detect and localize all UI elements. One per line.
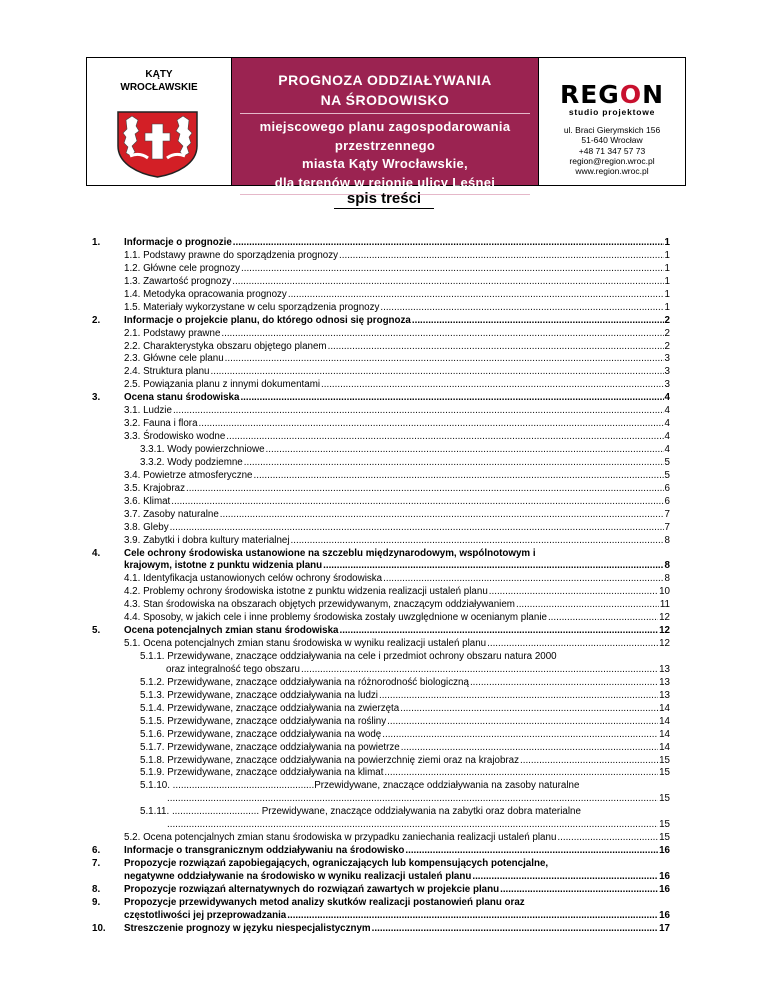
toc-page-number: 6 (664, 482, 670, 494)
toc-page-number: 15 (659, 793, 670, 805)
toc-entry[interactable] (92, 483, 670, 496)
toc-leader-dots (557, 832, 658, 845)
toc-leader-dots (287, 910, 658, 923)
toc-entry-title: 5.1.10. ....................................................Przewidywane, znaczące oddziaływania na zasoby naturalne (140, 780, 580, 792)
toc-entry-title: 5.1.1. Przewidywane, znaczące oddziaływania na cele i przedmiot ochrony obszaru natura 2000 (140, 651, 557, 662)
toc-entry[interactable] (92, 444, 670, 457)
toc-entry-title: 4.2. Problemy ochrony środowiska istotne z punktu widzenia realizacji ustaleń planu (124, 586, 488, 598)
toc-page-number: 4 (664, 392, 670, 404)
toc-entry[interactable] (92, 509, 670, 522)
toc-page-number: 1 (664, 237, 670, 248)
toc-leader-dots (384, 767, 658, 780)
toc-entry[interactable] (92, 651, 670, 664)
toc-entry-title: 3.5. Krajobraz (124, 482, 185, 494)
toc-entry[interactable] (92, 767, 670, 780)
toc-entry-title: 5.1.5. Przewidywane, znaczące oddziaływania na rośliny (140, 715, 387, 727)
subtitle-line: miejscowego planu zagospodarowania (259, 119, 511, 134)
toc-entry[interactable] (92, 431, 670, 444)
toc-leader-dots (254, 470, 664, 483)
toc-entry-number: 9. (92, 896, 101, 908)
toc-entry[interactable] (92, 884, 670, 897)
toc-entry[interactable] (92, 806, 670, 819)
toc-page-number: 4 (664, 431, 670, 443)
toc-page-number: 14 (659, 702, 670, 714)
toc-page-number: 5 (664, 456, 670, 468)
toc-entry-number: 4. (92, 547, 101, 559)
title-line: NA ŚRODOWISKO (320, 92, 450, 108)
toc-leader-dots (171, 496, 663, 509)
toc-leader-dots (372, 923, 658, 936)
toc-leader-dots (232, 276, 663, 289)
toc-entry-title: 2.3. Główne cele planu (124, 353, 224, 365)
toc-page-number: 7 (664, 508, 670, 520)
toc-entry-title: 3.3.2. Wody podziemne (140, 456, 243, 468)
toc-entry-title: 1.2. Główne cele prognozy (124, 262, 240, 274)
toc-entry-number: 1. (92, 237, 101, 248)
toc-leader-dots (301, 664, 658, 677)
toc-entry-title: 2.5. Powiązania planu z innymi dokumentami (124, 379, 321, 391)
toc-entry-number: 3. (92, 392, 101, 404)
toc-entry-title: 5.1.2. Przewidywane, znaczące oddziaływania na różnorodność biologiczną (140, 676, 469, 688)
toc-page-number: 16 (659, 909, 670, 921)
toc-page-number: 3 (664, 379, 670, 391)
toc-entry[interactable] (92, 638, 670, 651)
toc-entry-title: 4.1. Identyfikacja ustanowionych celów ochrony środowiska (124, 573, 383, 585)
toc-leader-dots (382, 729, 658, 742)
toc-entry[interactable] (92, 560, 670, 573)
toc-entry-title: oraz integralność tego obszaru (166, 663, 300, 675)
toc-page-number: 1 (664, 301, 670, 313)
toc-entry[interactable] (92, 729, 670, 742)
toc-entry[interactable] (92, 819, 670, 832)
toc-entry[interactable] (92, 832, 670, 845)
toc-entry-title: 5.1.6. Przewidywane, znaczące oddziaływania na wodę (140, 728, 382, 740)
toc-leader-dots (167, 793, 658, 806)
toc-entry[interactable] (92, 315, 670, 328)
toc-heading-underline (334, 208, 434, 209)
toc-entry-title: Informacje o transgranicznym oddziaływaniu na środowisko (124, 845, 405, 857)
toc-entry[interactable] (92, 897, 670, 910)
toc-leader-dots (383, 573, 663, 586)
toc-entry[interactable] (92, 341, 670, 354)
toc-entry[interactable] (92, 379, 670, 392)
toc-entry[interactable] (92, 263, 670, 276)
toc-entry[interactable] (92, 302, 670, 315)
toc-page-number: 1 (664, 275, 670, 287)
toc-entry-number: 2. (92, 314, 101, 326)
toc-heading: spis treści (346, 190, 422, 207)
toc-leader-dots (379, 690, 658, 703)
toc-entry-title: negatywne oddziaływanie na środowisko w wyniku realizacji ustaleń planu (124, 870, 472, 882)
toc-page-number: 12 (659, 625, 670, 637)
toc-leader-dots (233, 237, 664, 250)
toc-entry-number: 5. (92, 625, 101, 637)
title-block (86, 57, 686, 190)
toc-entry-title: Ocena stanu środowiska (124, 392, 240, 404)
table-of-contents (92, 237, 670, 936)
toc-entry-title: 5.1.8. Przewidywane, znaczące oddziaływania na powierzchnię ziemi oraz na krajobraz (140, 754, 520, 766)
toc-entry[interactable] (92, 858, 670, 871)
toc-page-number: 14 (659, 715, 670, 727)
toc-leader-dots (339, 250, 664, 263)
toc-entry-title: krajowym, istotne z punktu widzenia planu (124, 560, 323, 572)
toc-page-number: 13 (659, 676, 670, 688)
region-logo (539, 80, 685, 109)
toc-entry[interactable] (92, 457, 670, 470)
toc-entry[interactable] (92, 418, 670, 431)
toc-entry[interactable] (92, 405, 670, 418)
website: www.region.wroc.pl (575, 166, 649, 177)
toc-page-number: 15 (659, 819, 670, 831)
toc-page-number: 15 (659, 832, 670, 844)
phone: +48 71 347 57 73 (578, 145, 646, 156)
toc-page-number: 4 (664, 418, 670, 430)
toc-page-number: 8 (664, 573, 670, 585)
toc-leader-dots (186, 483, 664, 496)
toc-entry[interactable] (92, 625, 670, 638)
coat-of-arms-panel (87, 58, 232, 185)
toc-entry-number: 7. (92, 858, 101, 869)
town-name (87, 68, 231, 94)
toc-leader-dots (170, 522, 664, 535)
toc-entry[interactable] (92, 392, 670, 405)
toc-leader-dots (489, 586, 658, 599)
toc-page-number: 16 (659, 883, 670, 895)
toc-page-number: 3 (664, 353, 670, 365)
toc-page-number: 11 (659, 599, 670, 611)
toc-page-number: 2 (664, 327, 670, 339)
toc-entry-title: 1.3. Zawartość prognozy (124, 275, 232, 287)
toc-page-number: 13 (659, 663, 670, 675)
toc-entry-title: Informacje o projekcie planu, do którego odnosi się prognoza (124, 314, 411, 326)
toc-entry-title: 5.1.11. ................................ Przewidywane, znaczące oddziaływania na zabytki oraz dobra materialne (140, 806, 581, 818)
toc-page-number: 12 (659, 638, 670, 650)
email: region@region.wroc.pl (569, 155, 655, 166)
toc-page-number: 1 (664, 262, 670, 274)
coat-of-arms-icon (114, 110, 201, 178)
toc-page-number: 13 (659, 689, 670, 701)
toc-entry-title: 5.1.9. Przewidywane, znaczące oddziaływania na klimat (140, 767, 384, 779)
toc-entry-title: 2.1. Podstawy prawne (124, 327, 221, 339)
toc-entry-title: 3.2. Fauna i flora (124, 418, 198, 430)
toc-leader-dots (470, 677, 658, 690)
toc-page-number: 4 (664, 444, 670, 455)
toc-page-number: 15 (659, 767, 670, 779)
toc-entry-title: 4.4. Sposoby, w jakich cele i inne problemy środowiska zostały uwzględnione w ocenianym planie (124, 612, 547, 624)
toc-entry[interactable] (92, 664, 670, 677)
toc-entry-title: częstotliwości jej przeprowadzania (124, 909, 287, 921)
toc-page-number: 7 (664, 521, 670, 533)
toc-page-number: 12 (659, 612, 670, 624)
toc-entry-title: 3.9. Zabytki i dobra kultury materialnej (124, 534, 290, 546)
toc-entry-title: 5.1.7. Przewidywane, znaczące oddziaływania na powietrze (140, 741, 400, 753)
toc-entry[interactable] (92, 353, 670, 366)
toc-leader-dots (266, 444, 664, 457)
toc-leader-dots (288, 289, 664, 302)
toc-entry-number: 8. (92, 883, 101, 895)
toc-page-number: 14 (659, 741, 670, 753)
toc-entry-title: 3.3.1. Wody powierzchniowe (140, 444, 265, 455)
toc-entry-title: 2.2. Charakterystyka obszaru objętego planem (124, 340, 327, 352)
toc-entry-title: 4.3. Stan środowiska na obszarach objętych przewidywanym, znaczącym oddziaływaniem (124, 599, 515, 611)
toc-entry[interactable] (92, 845, 670, 858)
toc-entry-title: Ocena potencjalnych zmian stanu środowiska (124, 625, 339, 637)
toc-entry-title: 3.8. Gleby (124, 521, 169, 533)
toc-page-number: 3 (664, 366, 670, 378)
document-subtitle (232, 118, 538, 192)
toc-entry[interactable] (92, 677, 670, 690)
divider (240, 113, 530, 114)
toc-page-number: 15 (659, 754, 670, 766)
toc-entry-title: Cele ochrony środowiska ustanowione na szczeblu międzynarodowym, wspólnotowym i (124, 547, 536, 559)
toc-entry-title: Propozycje przewidywanych metod analizy skutków realizacji postanowień planu oraz (124, 896, 525, 908)
toc-leader-dots (291, 535, 664, 548)
toc-entry-title: 3.1. Ludzie (124, 405, 172, 417)
toc-leader-dots (340, 625, 659, 638)
logo-text: N (642, 80, 665, 109)
toc-entry[interactable] (92, 780, 670, 793)
toc-leader-dots (487, 638, 658, 651)
toc-leader-dots (405, 845, 658, 858)
toc-page-number: 8 (664, 534, 670, 546)
logo-subtitle: studio projektowe (568, 107, 656, 117)
toc-page-number: 4 (664, 405, 670, 417)
toc-leader-dots (173, 405, 664, 418)
toc-entry-title: Propozycje rozwiązań zapobiegających, ograniczających lub kompensujących potencjalne, (124, 858, 549, 869)
toc-leader-dots (226, 431, 663, 444)
toc-entry-title: 3.4. Powietrze atmosferyczne (124, 469, 253, 481)
toc-entry-title: 3.7. Zasoby naturalne (124, 508, 219, 520)
toc-entry[interactable] (92, 871, 670, 884)
toc-entry[interactable] (92, 742, 670, 755)
title-line: PROGNOZA ODDZIAŁYWANIA (278, 72, 492, 88)
toc-entry-title: 5.1.3. Przewidywane, znaczące oddziaływania na ludzi (140, 689, 378, 701)
toc-leader-dots (220, 509, 664, 522)
toc-leader-dots (516, 599, 659, 612)
logo-text: REG (559, 80, 620, 109)
toc-entry-title: Propozycje rozwiązań alternatywnych do rozwiązań zawartych w projekcie planu (124, 883, 500, 895)
toc-entry-number: 10. (92, 922, 106, 934)
toc-entry-number: 6. (92, 845, 101, 857)
toc-entry[interactable] (92, 599, 670, 612)
toc-page-number: 2 (664, 340, 670, 352)
toc-page-number: 1 (664, 288, 670, 300)
toc-entry[interactable] (92, 793, 670, 806)
toc-entry[interactable] (92, 703, 670, 716)
toc-leader-dots (500, 884, 658, 897)
subtitle-line: miasta Kąty Wrocławskie, (302, 156, 468, 171)
toc-entry-title: 2.4. Struktura planu (124, 366, 210, 378)
toc-leader-dots (167, 819, 658, 832)
toc-entry[interactable] (92, 496, 670, 509)
toc-entry[interactable] (92, 250, 670, 263)
toc-entry[interactable] (92, 923, 670, 936)
toc-leader-dots (328, 341, 664, 354)
toc-entry-title: 3.3. Środowisko wodne (124, 431, 226, 443)
toc-entry[interactable] (92, 586, 670, 599)
toc-entry[interactable] (92, 276, 670, 289)
toc-leader-dots (323, 560, 663, 573)
toc-entry[interactable] (92, 910, 670, 923)
toc-leader-dots (520, 755, 658, 768)
toc-page-number: 5 (664, 469, 670, 481)
toc-entry-title: 1.4. Metodyka opracowania prognozy (124, 288, 287, 300)
toc-leader-dots (240, 392, 663, 405)
toc-page-number: 16 (659, 870, 670, 882)
toc-entry[interactable] (92, 755, 670, 768)
toc-entry[interactable] (92, 237, 670, 250)
toc-leader-dots (321, 379, 664, 392)
toc-leader-dots (241, 263, 664, 276)
toc-entry-title: 5.1. Ocena potencjalnych zmian stanu środowiska w wyniku realizacji ustaleń planu (124, 638, 487, 650)
subtitle-line: dla terenów w rejonie ulicy Leśnej (274, 174, 496, 190)
toc-leader-dots (400, 703, 658, 716)
toc-entry-title: Streszczenie prognozy w języku niespecjalistycznym (124, 922, 371, 934)
toc-leader-dots (412, 315, 664, 328)
toc-entry[interactable] (92, 716, 670, 729)
toc-page-number: 16 (659, 845, 670, 857)
toc-entry[interactable] (92, 522, 670, 535)
toc-page-number: 2 (664, 314, 670, 326)
toc-page-number: 1 (664, 249, 670, 261)
document-title (232, 70, 538, 110)
toc-page-number: 10 (659, 586, 670, 598)
toc-page-number: 17 (659, 922, 670, 934)
toc-entry[interactable] (92, 690, 670, 703)
address-line: 51-640 Wrocław (581, 135, 643, 146)
toc-page-number: 8 (664, 560, 670, 572)
toc-entry-title: 1.5. Materiały wykorzystane w celu sporządzenia prognozy (124, 301, 380, 313)
toc-entry-title: 5.2. Ocena potencjalnych zmian stanu środowiska w przypadku zaniechania realizacji ustaleń planu (124, 832, 557, 844)
toc-leader-dots (211, 366, 664, 379)
toc-entry[interactable] (92, 612, 670, 625)
town-name-line: KĄTY (145, 69, 173, 80)
logo-text-accent: O (619, 80, 643, 109)
toc-entry[interactable] (92, 535, 670, 548)
toc-entry[interactable] (92, 548, 670, 561)
toc-leader-dots (199, 418, 664, 431)
town-name-line: WROCŁAWSKIE (120, 82, 198, 93)
toc-entry[interactable] (92, 328, 670, 341)
toc-entry-title: 1.1. Podstawy prawne do sporządzenia prognozy (124, 249, 339, 261)
toc-entry-title: Informacje o prognozie (124, 237, 232, 248)
toc-entry-title: 3.6. Klimat (124, 495, 171, 507)
toc-leader-dots (472, 871, 658, 884)
toc-leader-dots (548, 612, 658, 625)
toc-page-number: 14 (659, 728, 670, 740)
toc-entry-title: 5.1.4. Przewidywane, znaczące oddziaływania na zwierzęta (140, 702, 400, 714)
toc-leader-dots (225, 353, 664, 366)
address-line: ul. Braci Gierymskich 156 (563, 125, 661, 135)
company-panel (539, 58, 685, 185)
toc-leader-dots (221, 328, 663, 341)
toc-entry[interactable] (92, 289, 670, 302)
document-title-panel (232, 58, 539, 190)
toc-leader-dots (401, 742, 658, 755)
toc-entry[interactable] (92, 470, 670, 483)
toc-entry[interactable] (92, 573, 670, 586)
company-contact (539, 125, 685, 176)
toc-leader-dots (387, 716, 658, 729)
subtitle-line: przestrzennego (334, 137, 436, 153)
toc-leader-dots (380, 302, 663, 315)
toc-entry[interactable] (92, 366, 670, 379)
toc-leader-dots (244, 457, 664, 470)
toc-page-number: 6 (664, 495, 670, 507)
